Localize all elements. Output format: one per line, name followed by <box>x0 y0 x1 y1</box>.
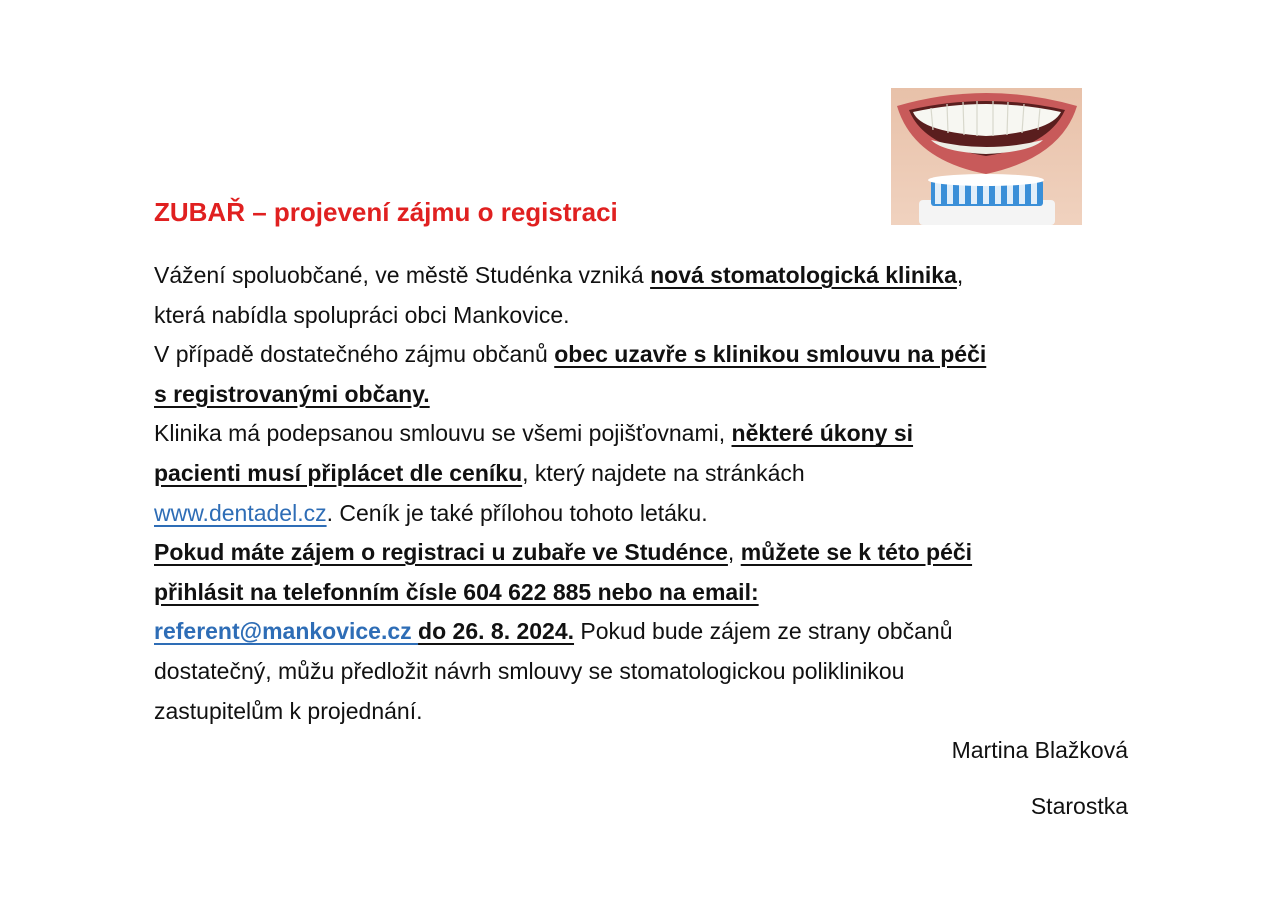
text-line <box>154 375 1144 415</box>
highlight-interest: Pokud máte zájem o registraci u zubaře ve Studénce <box>154 539 728 566</box>
text-line: www.dentadel.cz. Ceník je také přílohou tohoto letáku. <box>154 499 708 526</box>
text-line <box>154 573 1144 613</box>
text-line: dostatečný, můžu předložit návrh smlouvy se stomatologickou poliklinikou <box>154 657 905 684</box>
text-line: Pokud máte zájem o registraci u zubaře ve Studénce, můžete se k této péči <box>154 539 973 566</box>
highlight-price-list: pacienti musí připlácet dle ceníku <box>154 459 523 486</box>
text-line: Klinika má podepsanou smlouvu se všemi pojišťovnami, některé úkony si <box>154 420 914 447</box>
signature-role: Starostka <box>1030 793 1128 819</box>
page-title: ZUBAŘ – projevení zájmu o registraci <box>154 197 618 227</box>
highlight-contract: obec uzavře s klinikou smlouvu na péči <box>554 341 987 368</box>
announcement-body <box>154 256 1144 731</box>
highlight-phone: přihlásit na telefonním čísle 604 622 885 nebo na email: <box>154 578 759 605</box>
website-link[interactable]: www.dentadel.cz <box>154 499 327 526</box>
text-line: která nabídla spolupráci obci Mankovice. <box>154 301 570 328</box>
email-link[interactable]: referent@mankovice.cz <box>154 618 419 645</box>
highlight-deadline: do 26. 8. 2024. <box>418 618 575 645</box>
text-line: referent@mankovice.cz do 26. 8. 2024. Pokud bude zájem ze strany občanů <box>154 618 953 645</box>
signature-name: Martina Blažková <box>951 737 1128 763</box>
text-line: zastupitelům k projednání. <box>154 697 423 724</box>
text-line: pacienti musí připlácet dle ceníku, který najdete na stránkách <box>154 459 805 486</box>
highlight-fees: některé úkony si <box>731 420 914 447</box>
highlight-new-clinic: nová stomatologická klinika <box>650 262 957 288</box>
smile-toothbrush-photo <box>891 88 1082 225</box>
highlight-signup: můžete se k této péči <box>740 539 973 566</box>
text-line: V případě dostatečného zájmu občanů obec uzavře s klinikou smlouvu na péči <box>154 341 987 368</box>
text-line: Vážení spoluobčané, ve městě Studénka vzniká nová stomatologická klinika, <box>154 262 964 288</box>
highlight-registered: s registrovanými občany. <box>154 380 430 407</box>
